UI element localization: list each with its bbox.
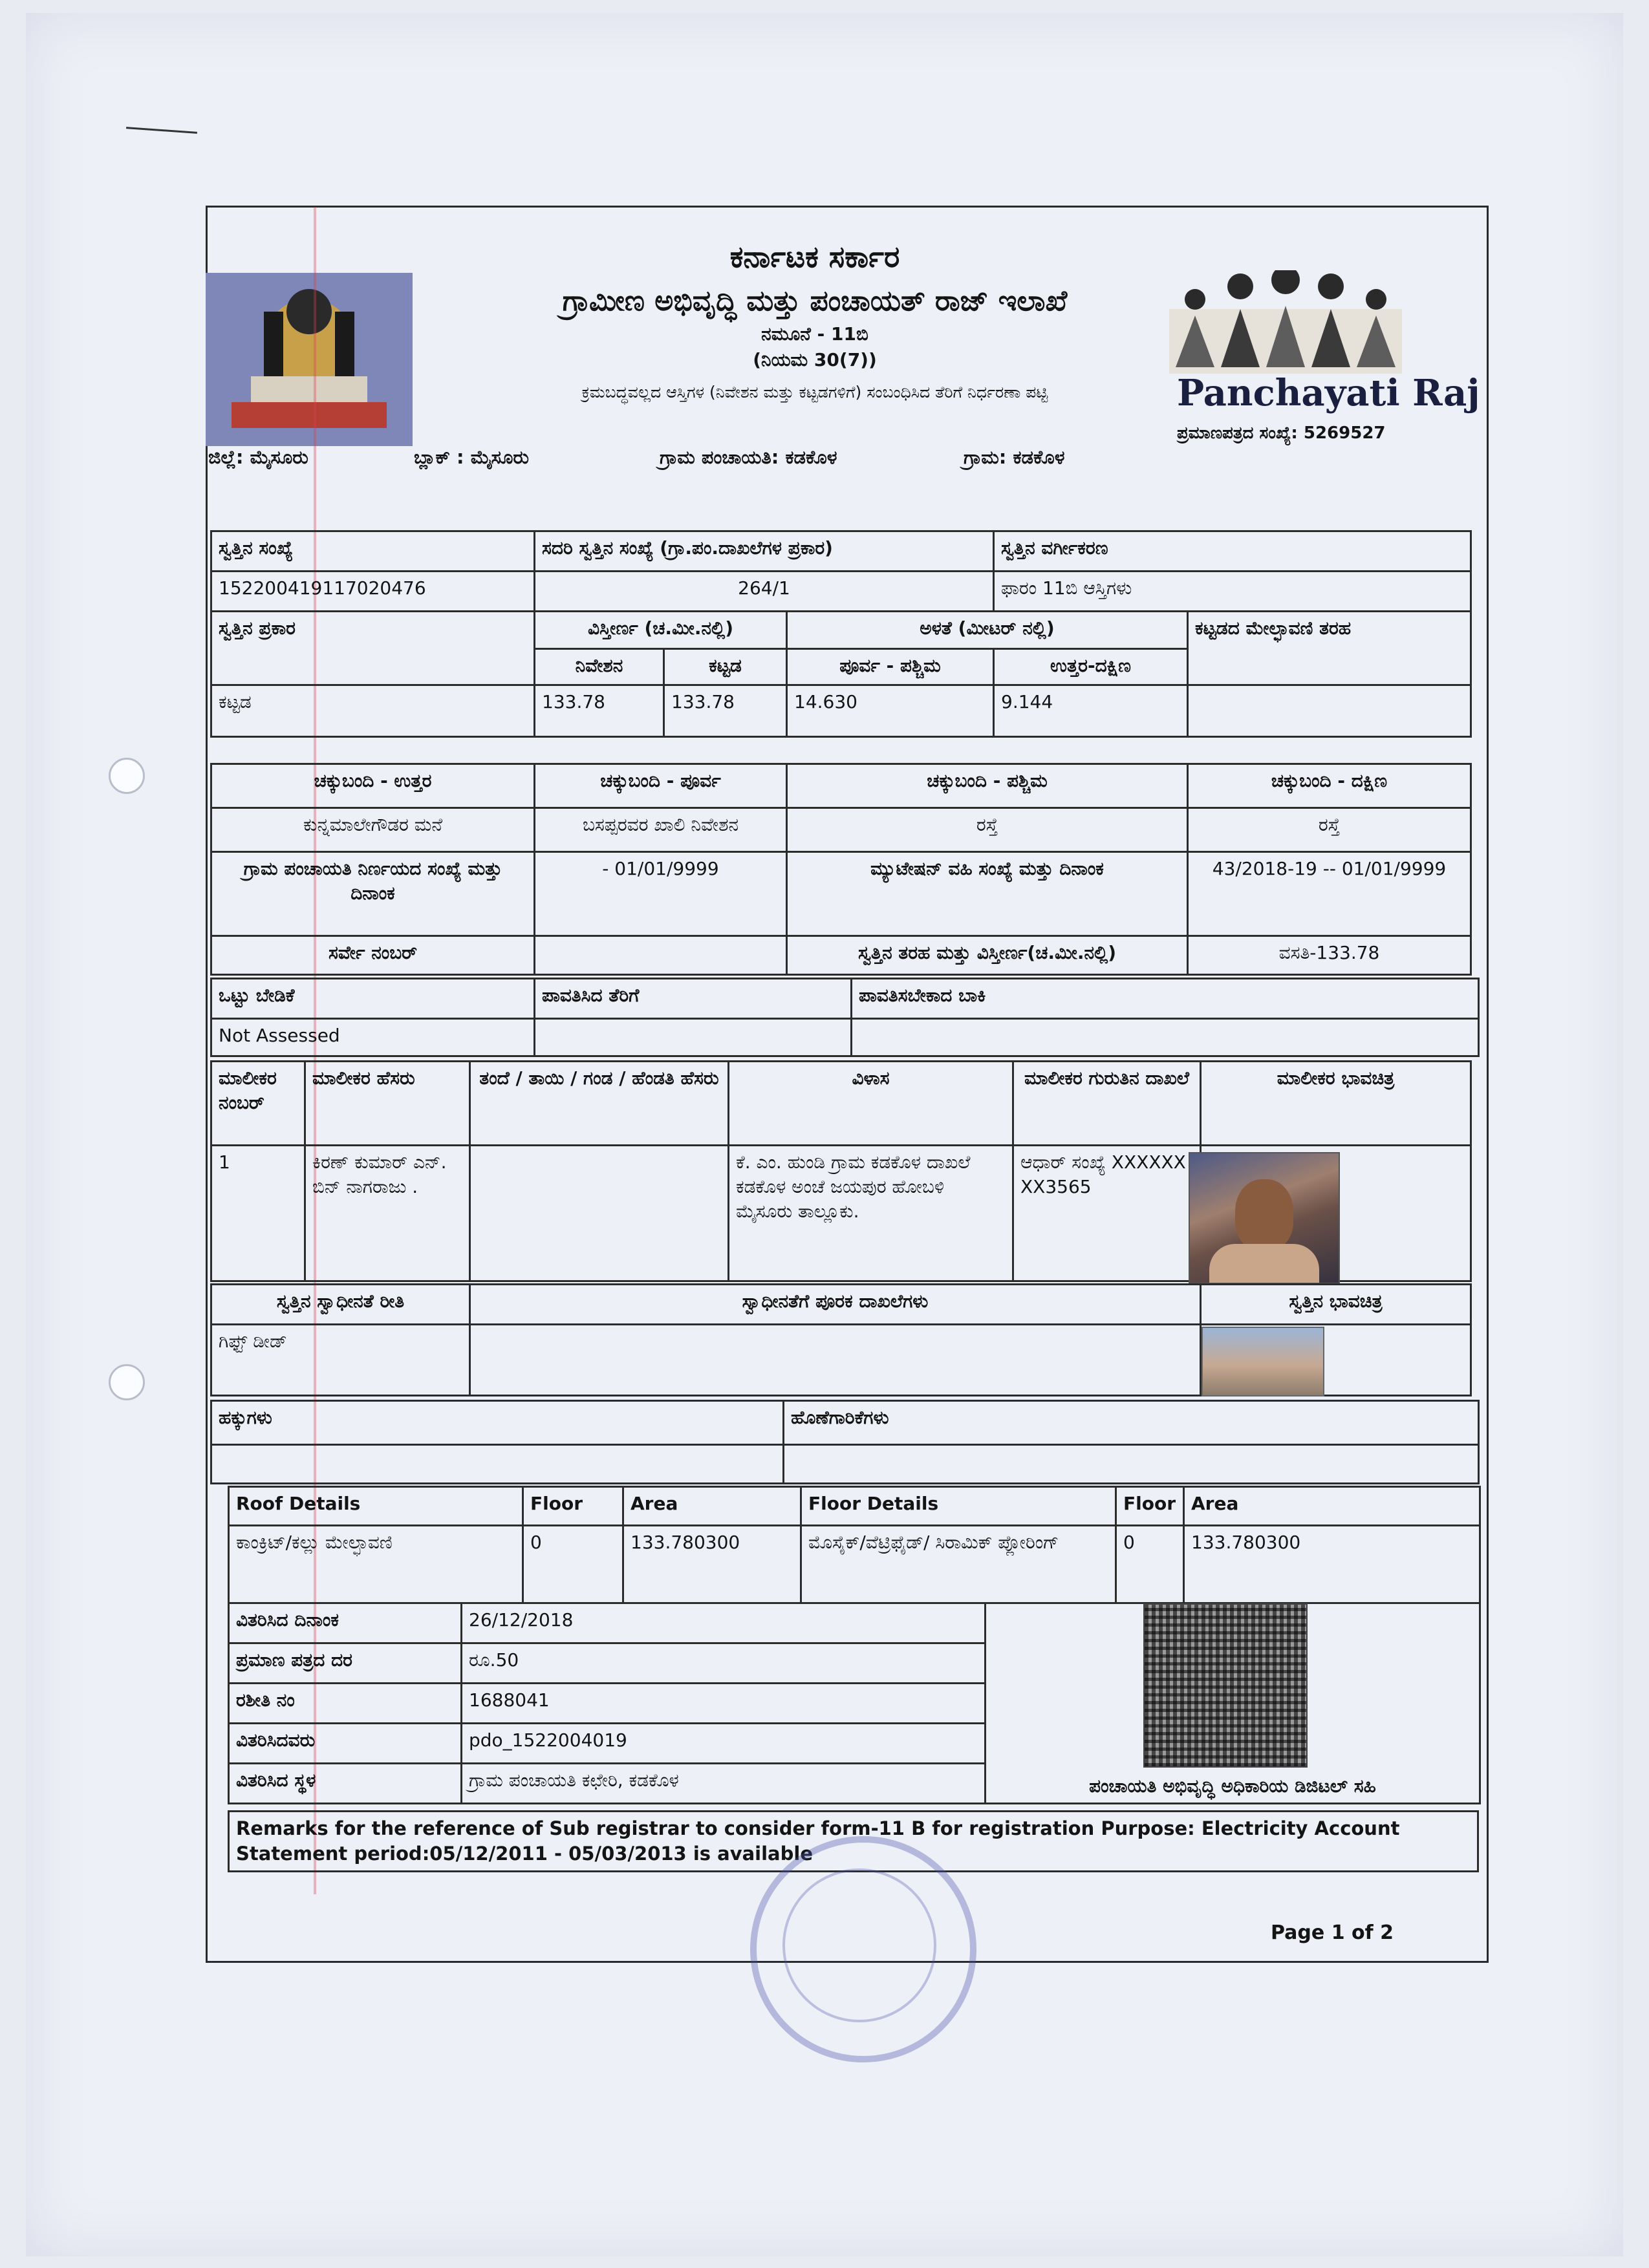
receipt-value: 1688041 [462,1684,986,1724]
resolution-label: ಗ್ರಾಮ ಪಂಚಾಯತಿ ನಿರ್ಣಯದ ಸಂಖ್ಯೆ ಮತ್ತು ದಿನಾಂಕ [211,852,535,936]
block: ಬ್ಲಾಕ್ : ಮೈಸೂರು [414,446,529,468]
certificate-number: ಪ್ರಮಾಣಪತ್ರದ ಸಂಖ್ಯೆ: 5269527 [1177,423,1386,443]
owner-photo [1189,1152,1340,1284]
ownership-docs-label: ಸ್ವಾಧೀನತೆಗೆ ಪೂರಕ ದಾಖಲೆಗಳು [470,1285,1201,1325]
form-subtitle: ಕ್ರಮಬದ್ಧವಲ್ಲದ ಆಸ್ತಿಗಳ (ನಿವೇಶನ ಮತ್ತು ಕಟ್ಟಡಗಳಿಗೆ) ಸಂಬಂಧಿಸಿದ ತೆರಿಗೆ ನಿರ್ಧರಣಾ ಪಟ್ಟಿ [581,383,1048,401]
office-seal-inner [782,1868,936,2022]
owner-number-value: 1 [211,1146,305,1281]
roof-floor-table [228,1486,1481,1604]
roof-area-value: 133.780300 [623,1526,801,1603]
punch-hole-bottom [109,1364,145,1400]
page-number: Page 1 of 2 [1271,1921,1394,1944]
relation-name-value [470,1146,729,1281]
ownership-mode-value: ಗಿಫ್ಟ್ ಡೀಡ್ [211,1325,470,1396]
tax-paid-value [535,1019,852,1056]
west-boundary-label: ಚಕ್ಕುಬಂದಿ - ಪಶ್ಚಿಮ [787,764,1188,808]
classification-label: ಸ್ವತ್ತಿನ ವರ್ಗೀಕರಣ [994,531,1471,572]
owner-name-label: ಮಾಲೀಕರ ಹೆಸರು [305,1062,470,1146]
department-title: ಗ್ರಾಮೀಣ ಅಭಿವೃದ್ಧಿ ಮತ್ತು ಪಂಚಾಯತ್ ರಾಜ್ ಇಲಾಖೆ [562,284,1068,317]
east-boundary-value: ಬಸಪ್ಪರವರ ಖಾಲಿ ನಿವೇಶನ [535,808,787,852]
balance-due-label: ಪಾವತಿಸಬೇಕಾದ ಬಾಕಿ [852,979,1479,1019]
mutation-label: ಮ್ಯುಟೇಷನ್ ವಹಿ ಸಂಖ್ಯೆ ಮತ್ತು ದಿನಾಂಕ [787,852,1188,936]
issuer-label: ವಿತರಿಸಿದವರು [229,1724,462,1764]
roof-details-value: ಕಾಂಕ್ರಿಟ್/ಕಲ್ಲು ಮೇಲ್ಛಾವಣಿ [229,1526,523,1603]
id-proof-label: ಮಾಲೀಕರ ಗುರುತಿನ ದಾಖಲೆ [1013,1062,1201,1146]
karnataka-emblem-icon [206,273,413,446]
boundary-table [210,763,1472,976]
roof-type-value [1188,685,1471,737]
floor-details-value: ಮೊಸೈಕ್/ವೆಟ್ರಿಫೈಡ್/ ಸಿರಾಮಿಕ್ ಪ್ಲೋರಿಂಗ್ [801,1526,1116,1603]
owner-name-value: ಕಿರಣ್ ಕುಮಾರ್ ಎನ್. ಬಿನ್ ನಾಗರಾಜು . [305,1146,470,1281]
site-area-value: 133.78 [535,685,664,737]
building-label: ಕಟ್ಟಡ [664,649,787,685]
fee-label: ಪ್ರಮಾಣ ಪತ್ರದ ದರ [229,1643,462,1684]
total-demand-value: Not Assessed [211,1019,535,1056]
liabilities-label: ಹೊಣೆಗಾರಿಕೆಗಳು [784,1401,1479,1445]
ownership-mode-label: ಸ್ವತ್ತಿನ ಸ್ವಾಧೀನತೆ ರೀತಿ [211,1285,470,1325]
mutation-value: 43/2018-19 -- 01/01/9999 [1188,852,1471,936]
property-id-label: ಸ್ವತ್ತಿನ ಸಂಖ್ಯೆ [211,531,535,572]
ownership-docs-value [470,1325,1201,1396]
address-value: ಕೆ. ಎಂ. ಹುಂಡಿ ಗ್ರಾಮ ಕಡಕೊಳ ದಾಖಲೆ ಕಡಕೊಳ ಅಂಚೆ ಜಯಪುರ ಹೋಬಳಿ ಮೈಸೂರು ತಾಲ್ಲೂಕು. [729,1146,1013,1281]
building-area-value: 133.78 [664,685,787,737]
roof-floor-value: 0 [523,1526,623,1603]
owner-photo-face [1235,1179,1293,1250]
balance-due-value [852,1019,1479,1056]
issue-place-label: ವಿತರಿಸಿದ ಸ್ಥಳ [229,1764,462,1804]
property-photo-label: ಸ್ವತ್ತಿನ ಭಾವಚಿತ್ರ [1201,1285,1471,1325]
floor-area-label: Area [1184,1487,1480,1526]
property-photo [1202,1327,1324,1396]
floor-floor-label: Floor [1116,1487,1184,1526]
owner-photo-label: ಮಾಲೀಕರ ಭಾವಚಿತ್ರ [1201,1062,1471,1146]
floor-floor-value: 0 [1116,1526,1184,1603]
gram-panchayat: ಗ್ರಾಮ ಪಂಚಾಯತಿ: ಕಡಕೊಳ [660,446,837,468]
south-boundary-value: ರಸ್ತೆ [1188,808,1471,852]
rights-label: ಹಕ್ಕುಗಳು [211,1401,784,1445]
owner-photo-body [1209,1244,1319,1283]
receipt-label: ರಶೀತಿ ನಂ [229,1684,462,1724]
survey-number-label: ಸರ್ವೇ ನಂಬರ್ [211,936,535,975]
owner-number-label: ಮಾಲೀಕರ ನಂಬರ್ [211,1062,305,1146]
total-demand-label: ಒಟ್ಟು ಬೇಡಿಕೆ [211,979,535,1019]
north-south-label: ಉತ್ತರ-ದಕ್ಷಿಣ [994,649,1188,685]
roof-details-label: Roof Details [229,1487,523,1526]
digital-signature-label: ಪಂಚಾಯತಿ ಅಭಿವೃದ್ಧಿ ಅಧಿಕಾರಿಯ ಡಿಜಿಟಲ್ ಸಹಿ [1089,1775,1376,1797]
roof-area-label: Area [623,1487,801,1526]
local-number-label: ಸದರಿ ಸ್ವತ್ತಿನ ಸಂಖ್ಯೆ (ಗ್ರಾ.ಪಂ.ದಾಖಲೆಗಳ ಪ್ರಕಾರ) [535,531,994,572]
roof-floor-label: Floor [523,1487,623,1526]
roof-type-label: ಕಟ್ಟಡದ ಮೇಲ್ಛಾವಣಿ ತರಹ [1188,612,1471,685]
qr-code [1143,1603,1308,1768]
site-label: ನಿವೇಶನ [535,649,664,685]
north-south-value: 9.144 [994,685,1188,737]
north-boundary-label: ಚಕ್ಕುಬಂದಿ - ಉತ್ತರ [211,764,535,808]
classification-value: ಫಾರಂ 11ಬಿ ಆಸ್ತಿಗಳು [994,572,1471,612]
nature-area-label: ಸ್ವತ್ತಿನ ತರಹ ಮತ್ತು ವಿಸ್ತೀರ್ಣ(ಚ.ಮೀ.ನಲ್ಲಿ) [787,936,1188,975]
relation-name-label: ತಂದೆ / ತಾಯಿ / ಗಂಡ / ಹೆಂಡತಿ ಹೆಸರು [470,1062,729,1146]
rule-number: (ನಿಯಮ 30(7)) [753,349,877,370]
survey-number-value [535,936,787,975]
tax-paid-label: ಪಾವತಿಸಿದ ತೆರಿಗೆ [535,979,852,1019]
form-number: ನಮೂನೆ - 11ಬಿ [761,323,868,345]
resolution-value: - 01/01/9999 [535,852,787,936]
liabilities-value [784,1445,1479,1484]
north-boundary-value: ಕುನ್ನಮಾಲೇಗೌಡರ ಮನೆ [211,808,535,852]
east-west-label: ಪೂರ್ವ - ಪಶ್ಚಿಮ [787,649,994,685]
village: ಗ್ರಾಮ: ಕಡಕೊಳ [964,446,1065,468]
panchayati-raj-text: Panchayati Raj [1177,372,1480,414]
id-proof-value: ಆಧಾರ್ ಸಂಖ್ಯೆ XXXXXXXX3565 [1013,1146,1201,1281]
issuer-value: pdo_1522004019 [462,1724,986,1764]
floor-area-value: 133.780300 [1184,1526,1480,1603]
local-number-value: 264/1 [535,572,994,612]
fee-value: ರೂ.50 [462,1643,986,1684]
property-type-label: ಸ್ವತ್ತಿನ ಪ್ರಕಾರ [211,612,535,685]
address-label: ವಿಳಾಸ [729,1062,1013,1146]
south-boundary-label: ಚಕ್ಕುಬಂದಿ - ದಕ್ಷಿಣ [1188,764,1471,808]
page-title: ಕರ್ನಾಟಕ ಸರ್ಕಾರ [729,239,900,274]
floor-details-label: Floor Details [801,1487,1116,1526]
remarks-text: Remarks for the reference of Sub registrar to consider form-11 B for registration Purpose: Electricity Account Statement period:05/12/2011 - 05/03/2013 is available [229,1812,1478,1872]
punch-hole-top [109,758,145,794]
dimension-label: ಅಳತೆ (ಮೀಟರ್ ನಲ್ಲಿ) [787,612,1188,649]
rights-value [211,1445,784,1484]
issue-place-value: ಗ್ರಾಮ ಪಂಚಾಯತಿ ಕಛೇರಿ, ಕಡಕೊಳ [462,1764,986,1804]
east-boundary-label: ಚಕ್ಕುಬಂದಿ - ಪೂರ್ವ [535,764,787,808]
west-boundary-value: ರಸ್ತೆ [787,808,1188,852]
property-table [210,530,1472,738]
issue-date-label: ವಿತರಿಸಿದ ದಿನಾಂಕ [229,1603,462,1643]
property-id-value: 152200419117020476 [211,572,535,612]
east-west-value: 14.630 [787,685,994,737]
tax-table [210,978,1480,1057]
issue-date-value: 26/12/2018 [462,1603,986,1643]
nature-area-value: ವಸತಿ-133.78 [1188,936,1471,975]
property-type-value: ಕಟ್ಟಡ [211,685,535,737]
district: ಜಿಲ್ಲೆ: ಮೈಸೂರು [208,446,308,468]
rights-table [210,1400,1480,1484]
area-label: ವಿಸ್ತೀರ್ಣ (ಚ.ಮೀ.ನಲ್ಲಿ) [535,612,787,649]
